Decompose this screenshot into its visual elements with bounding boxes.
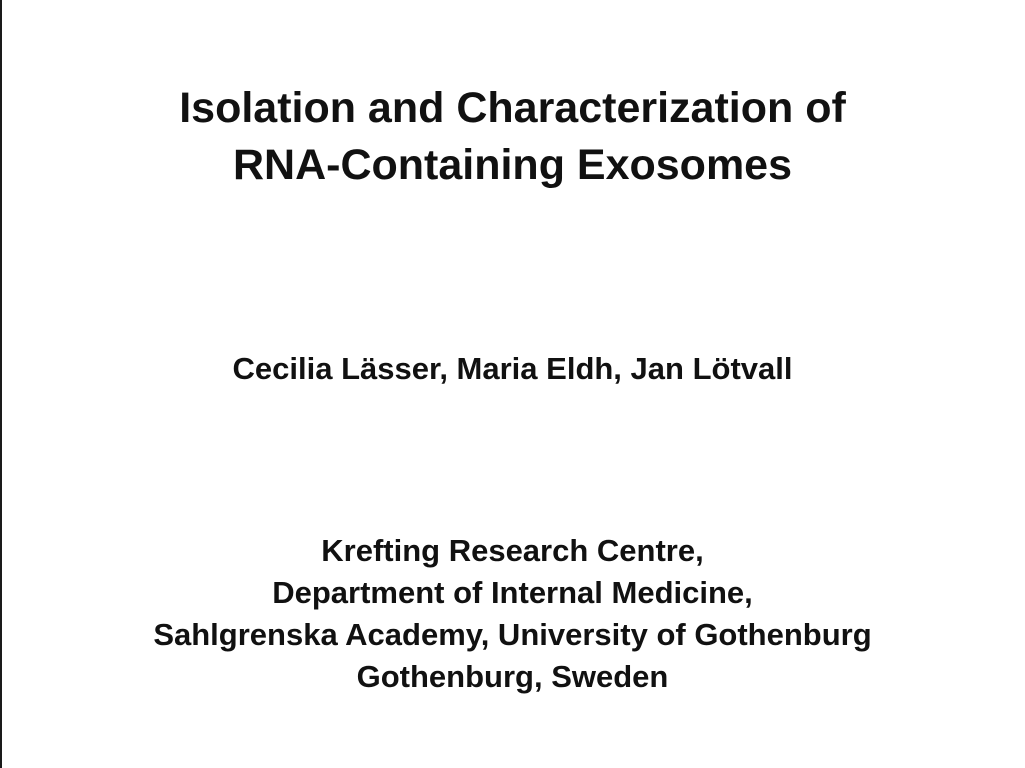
title-line-1: Isolation and Characterization of — [179, 84, 846, 132]
affiliation-line-4: Gothenburg, Sweden — [356, 659, 669, 694]
affiliation-line-3: Sahlgrenska Academy, University of Gothenburg — [153, 617, 872, 652]
affiliation-line-1: Krefting Research Centre, — [321, 533, 704, 568]
affiliation-line-2: Department of Internal Medicine, — [272, 575, 753, 610]
affiliation-block — [0, 530, 1025, 698]
title-line-2: RNA-Containing Exosomes — [232, 141, 793, 189]
slide-title — [0, 80, 1025, 194]
authors-line: Cecilia Lässer, Maria Eldh, Jan Lötvall — [232, 351, 793, 386]
